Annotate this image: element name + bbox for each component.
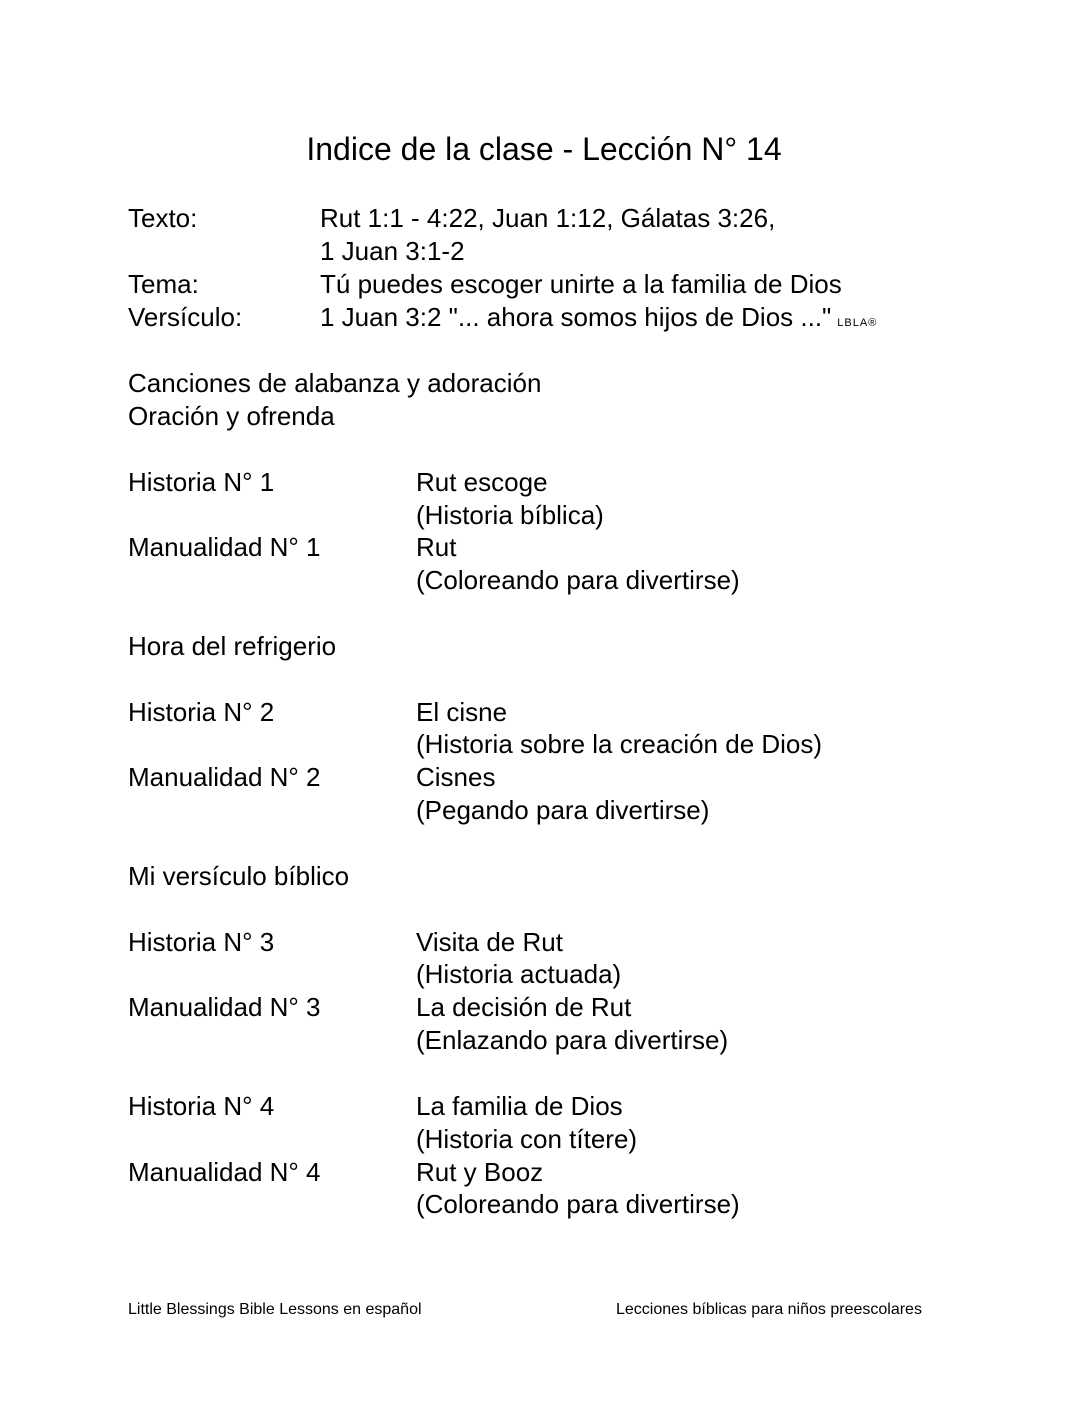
- manualidad-1-title: Rut: [416, 532, 457, 562]
- footer-right: Lecciones bíblicas para niños preescolares: [616, 1301, 922, 1318]
- snack-time: Hora del refrigerio: [128, 631, 337, 661]
- manualidad-1-type: (Coloreando para divertirse): [416, 565, 740, 595]
- manualidad-3-label: Manualidad N° 3: [128, 992, 321, 1022]
- texto-label: Texto:: [128, 203, 198, 233]
- historia-3-title: Visita de Rut: [416, 927, 563, 957]
- manualidad-4-type: (Coloreando para divertirse): [416, 1189, 740, 1219]
- texto-value-line2: 1 Juan 3:1-2: [320, 236, 465, 266]
- versiculo-text: 1 Juan 3:2 "... ahora somos hijos de Dios ...": [320, 302, 832, 332]
- historia-1-label: Historia N° 1: [128, 467, 275, 497]
- footer-left: Little Blessings Bible Lessons en español: [128, 1301, 422, 1318]
- tema-value: Tú puedes escoger unirte a la familia de Dios: [320, 269, 842, 299]
- historia-3-type: (Historia actuada): [416, 959, 622, 989]
- historia-4-title: La familia de Dios: [416, 1091, 623, 1121]
- versiculo-version: LBLA®: [837, 317, 878, 329]
- memory-verse: Mi versículo bíblico: [128, 861, 350, 891]
- versiculo-label: Versículo:: [128, 302, 243, 332]
- texto-value-line1: Rut 1:1 - 4:22, Juan 1:12, Gálatas 3:26,: [320, 203, 776, 233]
- historia-1-type: (Historia bíblica): [416, 500, 604, 530]
- page-title: Indice de la clase - Lección N° 14: [306, 131, 782, 167]
- manualidad-3-type: (Enlazando para divertirse): [416, 1025, 729, 1055]
- songs-item: Canciones de alabanza y adoración: [128, 368, 542, 398]
- historia-1-title: Rut escoge: [416, 467, 548, 497]
- prayer-item: Oración y ofrenda: [128, 401, 335, 431]
- manualidad-3-title: La decisión de Rut: [416, 992, 632, 1022]
- manualidad-1-label: Manualidad N° 1: [128, 532, 321, 562]
- manualidad-4-title: Rut y Booz: [416, 1157, 544, 1187]
- historia-3-label: Historia N° 3: [128, 927, 275, 957]
- historia-4-label: Historia N° 4: [128, 1091, 275, 1121]
- historia-4-type: (Historia con títere): [416, 1124, 638, 1154]
- historia-2-title: El cisne: [416, 697, 508, 727]
- manualidad-2-title: Cisnes: [416, 762, 496, 792]
- historia-2-label: Historia N° 2: [128, 697, 275, 727]
- tema-label: Tema:: [128, 269, 199, 299]
- versiculo-value: [320, 301, 877, 339]
- manualidad-4-label: Manualidad N° 4: [128, 1157, 321, 1187]
- historia-2-type: (Historia sobre la creación de Dios): [416, 729, 823, 759]
- manualidad-2-type: (Pegando para divertirse): [416, 795, 710, 825]
- manualidad-2-label: Manualidad N° 2: [128, 762, 321, 792]
